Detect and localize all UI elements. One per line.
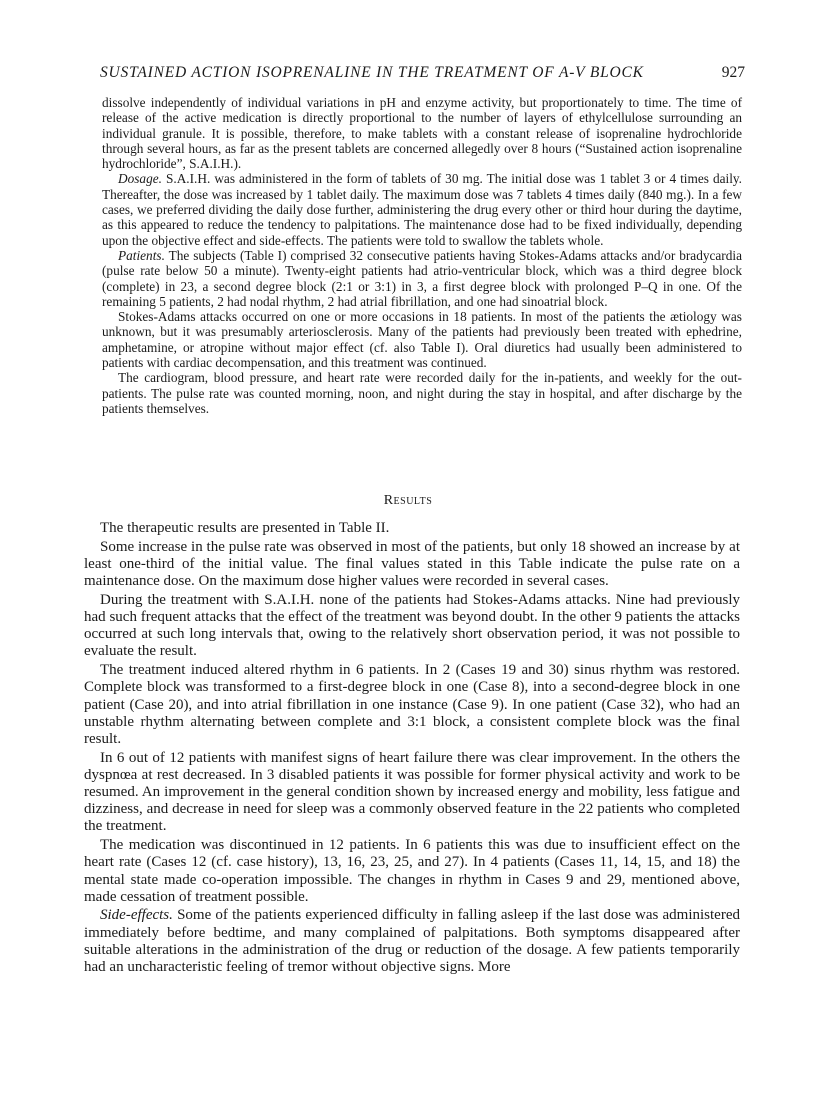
side-effects-text: Some of the patients experienced difficulty in falling asleep if the last dose was administered immediately before bedtime, and many complained of palpitations. Both symptoms disappeared after suitable alterations in the administration of the drug or reduction of the dosage. A few patients temporarily had an uncharacteristic feeling of tremor without objective signs. More (84, 907, 740, 976)
results-paragraph-3: During the treatment with S.A.I.H. none of the patients had Stokes-Adams attacks. Nine had previously had such frequent attacks that the effect of the treatment was beyond doubt. In the other 9 patients the attacks occurred at such long intervals that, owing to the relatively short observation period, it was not possible to evaluate the result. (84, 591, 740, 660)
results-paragraph-6: The medication was discontinued in 12 patients. In 6 patients this was due to insufficient effect on the heart rate (Cases 12 (cf. case history), 13, 16, 23, 25, and 27). In 4 patients (Cases 11, 14, 15, and 18) the mental state made co-operation impossible. The changes in rhythm in Cases 9 and 29, mentioned above, made cessation of treatment possible. (84, 837, 740, 905)
methods-paragraph-5: The cardiogram, blood pressure, and heart rate were recorded daily for the in-patients, and weekly for the out-patients. The pulse rate was counted morning, noon, and night during the stay in hospital, and after discharge by the patients themselves. (102, 370, 742, 416)
dosage-text: S.A.I.H. was administered in the form of tablets of 30 mg. The initial dose was 1 tablet 3 or 4 times daily. Thereafter, the dose was increased by 1 tablet daily. The maximum dose was 7 tablets 4 times daily (840 mg.). In a few cases, we preferred dividing the daily dose further, administering the drug every other or third hour during the daytime, as this appeared to reduce the tendency to palpitations. The maintenance dose had to be fixed individually, depending upon the objective effect and side-effects. The patients were told to swallow the tablets whole. (102, 171, 742, 248)
running-header (60, 64, 745, 88)
patients-text: The subjects (Table I) comprised 32 consecutive patients having Stokes-Adams attacks and/or bradycardia (pulse rate below 50 a minute). Twenty-eight patients had atrio-ventricular block, which was a third degree block (complete) in 23, a second degree block (2:1 or 3:1) in 3, a first degree block with prolonged P–Q in one. Of the remaining 5 patients, 2 had nodal rhythm, 2 had atrial fibrillation, and one had sinoatrial block. (102, 247, 742, 309)
patients-paragraph (102, 248, 742, 309)
page-number: 927 (721, 64, 745, 81)
running-title: SUSTAINED ACTION ISOPRENALINE IN THE TREATMENT OF A-V BLOCK (100, 64, 644, 81)
results-paragraph-1: The therapeutic results are presented in Table II. (100, 520, 390, 536)
patients-label: Patients. (118, 247, 165, 263)
methods-paragraph-4: Stokes-Adams attacks occurred on one or more occasions in 18 patients. In most of the patients the ætiology was unknown, but it was presumably arteriosclerosis. Many of the patients had previously been treated with ephedrine, amphetamine, or atropine without major effect (cf. also Table I). Oral diuretics had usually been administered to patients with cardiac decompensation, and this treatment was continued. (102, 309, 742, 371)
methods-paragraph-1: dissolve independently of individual variations in pH and enzyme activity, but proportionately to time. The time of release of the active medication is directly proportional to the number of layers of ethylcellulose surrounding an individual granule. It is possible, therefore, to make tablets with a constant release of isoprenaline hydrochloride through several hours, as far as the present tablets are concerned allegedly over 8 hours (“Sustained action isoprenaline hydrochloride”, S.A.I.H.). (102, 95, 742, 172)
results-paragraph-4: The treatment induced altered rhythm in 6 patients. In 2 (Cases 19 and 30) sinus rhythm was restored. Complete block was transformed to a first-degree block in one (Case 8), into a second-degree block in one patient (Case 20), and into atrial fibrillation in one instance (Case 9). In one patient (Case 32), who had an unstable rhythm alternating between complete and 3:1 block, a consistent complete block was the final result. (84, 662, 740, 747)
methods-section (102, 95, 742, 416)
side-effects-paragraph (84, 907, 740, 976)
dosage-paragraph (102, 171, 742, 247)
results-section (84, 520, 740, 976)
results-paragraph-2: Some increase in the pulse rate was observed in most of the patients, but only 18 showed an increase by at least one-third of the initial value. The final values stated in this Table indicate the pulse rate on a maintenance dose. On the maximum dose higher values were recorded in several cases. (84, 538, 740, 590)
results-heading: Results (383, 493, 433, 508)
results-paragraph-5: In 6 out of 12 patients with manifest signs of heart failure there was clear improvement. In the others the dyspnœa at rest decreased. In 3 disabled patients it was possible for former physical activity and work to be resumed. An improvement in the general condition shown by increased energy and mobility, less fatigue and dizziness, and decrease in need for sleep was a commonly observed feature in the 22 patients who completed the treatment. (84, 749, 740, 835)
side-effects-label: Side-effects. (100, 907, 173, 924)
dosage-label: Dosage. (118, 171, 162, 187)
